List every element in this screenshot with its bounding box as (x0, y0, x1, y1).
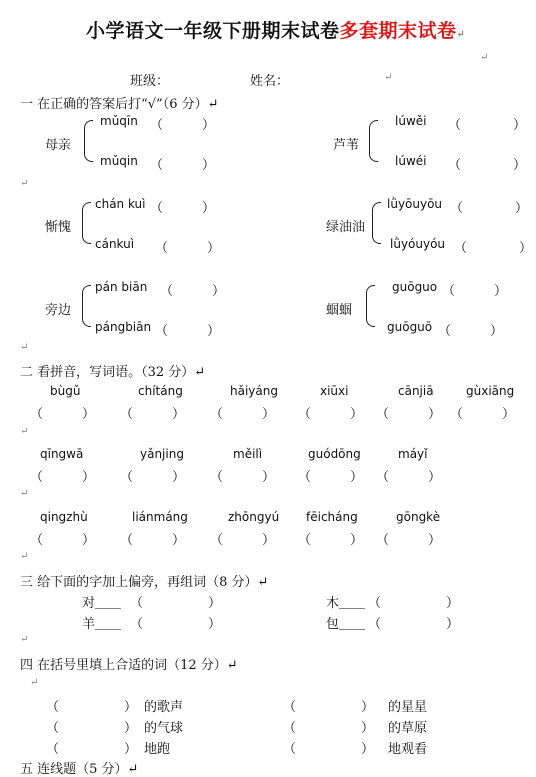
answer-box[interactable]: （ ） (120, 407, 186, 422)
answer-paren[interactable]: （ ） (283, 742, 375, 757)
answer-paren[interactable]: （ ） (454, 241, 533, 256)
pinyin-prompt: guódōng (308, 447, 361, 461)
brace (372, 223, 381, 244)
option-pinyin: mǔqīn (100, 114, 138, 128)
word-pangbian: 旁边 (45, 303, 72, 318)
brace (366, 285, 375, 306)
answer-box[interactable]: （ ） (298, 407, 364, 422)
option-pinyin: lǜyōuyōu (387, 197, 443, 211)
name-label: 姓名： (250, 74, 290, 89)
pinyin-prompt: cānjiā (398, 384, 434, 398)
answer-paren[interactable]: （ ） (155, 241, 221, 256)
answer-paren[interactable]: （ ） (130, 617, 222, 632)
pinyin-prompt: yǎnjing (140, 447, 184, 461)
paragraph-mark: ↵ (20, 551, 29, 562)
section2-heading: 二 看拼音，写词语。（32 分）↵ (20, 365, 206, 380)
answer-box[interactable]: （ ） (210, 470, 276, 485)
answer-paren[interactable]: （ ） (438, 324, 504, 339)
phrase-suffix: 地跑 (144, 742, 171, 757)
option-pinyin: mǔqin (100, 154, 138, 168)
brace (82, 306, 91, 327)
answer-box[interactable]: （ ） (298, 470, 364, 485)
answer-box[interactable]: （ ） (298, 533, 364, 548)
answer-box[interactable]: （ ） (30, 533, 96, 548)
paragraph-mark: ↵ (20, 488, 29, 499)
pinyin-prompt: měilì (233, 447, 263, 461)
pinyin-prompt: fēicháng (306, 510, 358, 524)
pinyin-prompt: qingzhù (40, 510, 88, 524)
pinyin-prompt: qīngwā (40, 447, 84, 461)
section4-heading: 四 在括号里填上合适的词（12 分）↵ (20, 658, 238, 673)
option-pinyin: pángbiān (95, 320, 152, 334)
answer-box[interactable]: （ ） (30, 470, 96, 485)
answer-paren[interactable]: （ ） (368, 596, 460, 611)
brace (366, 306, 375, 327)
brace (82, 202, 91, 223)
paragraph-mark: ↵ (20, 178, 29, 189)
section1-heading: 一 在正确的答案后打“√”（6 分）↵ (20, 97, 219, 112)
option-pinyin: lúwěi (395, 114, 427, 128)
phrase-suffix: 的草原 (388, 721, 428, 736)
phrase-suffix: 地观看 (388, 742, 428, 757)
word-muqin: 母亲 (45, 138, 72, 153)
paragraph-mark: ↵ (480, 52, 489, 63)
radical-item: 木＿＿ (326, 596, 366, 611)
brace (84, 120, 93, 141)
answer-paren[interactable]: （ ） (150, 201, 216, 216)
paragraph-mark: ↵ (30, 677, 39, 688)
word-cankui: 惭愧 (45, 220, 72, 235)
phrase-suffix: 的歌声 (144, 700, 184, 715)
option-pinyin: chán kuì (95, 197, 146, 211)
brace (82, 223, 91, 244)
word-lvyouyou: 绿油油 (326, 220, 366, 235)
pinyin-prompt: bùgǔ (50, 384, 81, 398)
answer-paren[interactable]: （ ） (160, 284, 226, 299)
paragraph-mark: ↵ (456, 29, 466, 40)
radical-item: 羊＿＿ (82, 617, 122, 632)
section5-heading: 五 连线题（5 分）↵ (20, 762, 139, 777)
answer-paren[interactable]: （ ） (46, 742, 138, 757)
pinyin-prompt: liánmáng (132, 510, 188, 524)
answer-paren[interactable]: （ ） (46, 721, 138, 736)
answer-box[interactable]: （ ） (376, 470, 442, 485)
answer-paren[interactable]: （ ） (130, 596, 222, 611)
answer-paren[interactable]: （ ） (368, 617, 460, 632)
answer-box[interactable]: （ ） (450, 407, 516, 422)
option-pinyin: pán biān (95, 280, 148, 294)
pinyin-prompt: zhōngyú (228, 510, 280, 524)
answer-paren[interactable]: （ ） (450, 201, 529, 216)
answer-paren[interactable]: （ ） (150, 158, 216, 173)
radical-item: 对＿＿ (82, 596, 122, 611)
title-main: 小学语文一年级下册期末试卷 (86, 20, 340, 42)
pinyin-prompt: gùxiāng (466, 384, 515, 398)
class-label: 班级： (130, 74, 170, 89)
answer-paren[interactable]: （ ） (448, 158, 527, 173)
answer-box[interactable]: （ ） (120, 533, 186, 548)
pinyin-prompt: máyǐ (398, 447, 428, 461)
answer-box[interactable]: （ ） (376, 533, 442, 548)
paragraph-mark: ↵ (20, 634, 29, 645)
answer-paren[interactable]: （ ） (46, 700, 138, 715)
answer-box[interactable]: （ ） (210, 407, 276, 422)
word-luwei: 芦苇 (333, 138, 360, 153)
option-pinyin: guōguo (392, 280, 438, 294)
answer-paren[interactable]: （ ） (448, 118, 527, 133)
option-pinyin: lúwéi (395, 154, 427, 168)
brace (82, 285, 91, 306)
brace (372, 202, 381, 223)
brace (369, 141, 378, 162)
answer-paren[interactable]: （ ） (283, 700, 375, 715)
pinyin-prompt: chítáng (138, 384, 183, 398)
answer-box[interactable]: （ ） (120, 470, 186, 485)
radical-item: 包＿＿ (326, 617, 366, 632)
answer-paren[interactable]: （ ） (283, 721, 375, 736)
pinyin-prompt: gōngkè (396, 510, 441, 524)
pinyin-prompt: hǎiyáng (230, 384, 278, 398)
answer-paren[interactable]: （ ） (442, 284, 508, 299)
title-highlight: 多套期末试卷 (339, 20, 457, 42)
answer-box[interactable]: （ ） (30, 407, 96, 422)
answer-paren[interactable]: （ ） (155, 324, 221, 339)
paragraph-mark: ↵ (384, 72, 393, 83)
paragraph-mark: ↵ (20, 342, 29, 353)
answer-paren[interactable]: （ ） (150, 118, 216, 133)
brace (84, 141, 93, 162)
option-pinyin: lǜyóuyóu (390, 237, 446, 251)
page-title (86, 16, 465, 43)
answer-box[interactable]: （ ） (210, 533, 276, 548)
pinyin-prompt: xiūxi (320, 384, 349, 398)
phrase-suffix: 的气球 (144, 721, 184, 736)
brace (369, 120, 378, 141)
answer-box[interactable]: （ ） (376, 407, 442, 422)
section3-heading: 三 给下面的字加上偏旁，再组词（8 分）↵ (20, 575, 269, 590)
option-pinyin: cánkuì (95, 237, 135, 251)
phrase-suffix: 的星星 (388, 700, 428, 715)
option-pinyin: guōguō (387, 320, 433, 334)
word-guoguo: 蝈蝈 (326, 303, 353, 318)
paragraph-mark: ↵ (20, 426, 29, 437)
